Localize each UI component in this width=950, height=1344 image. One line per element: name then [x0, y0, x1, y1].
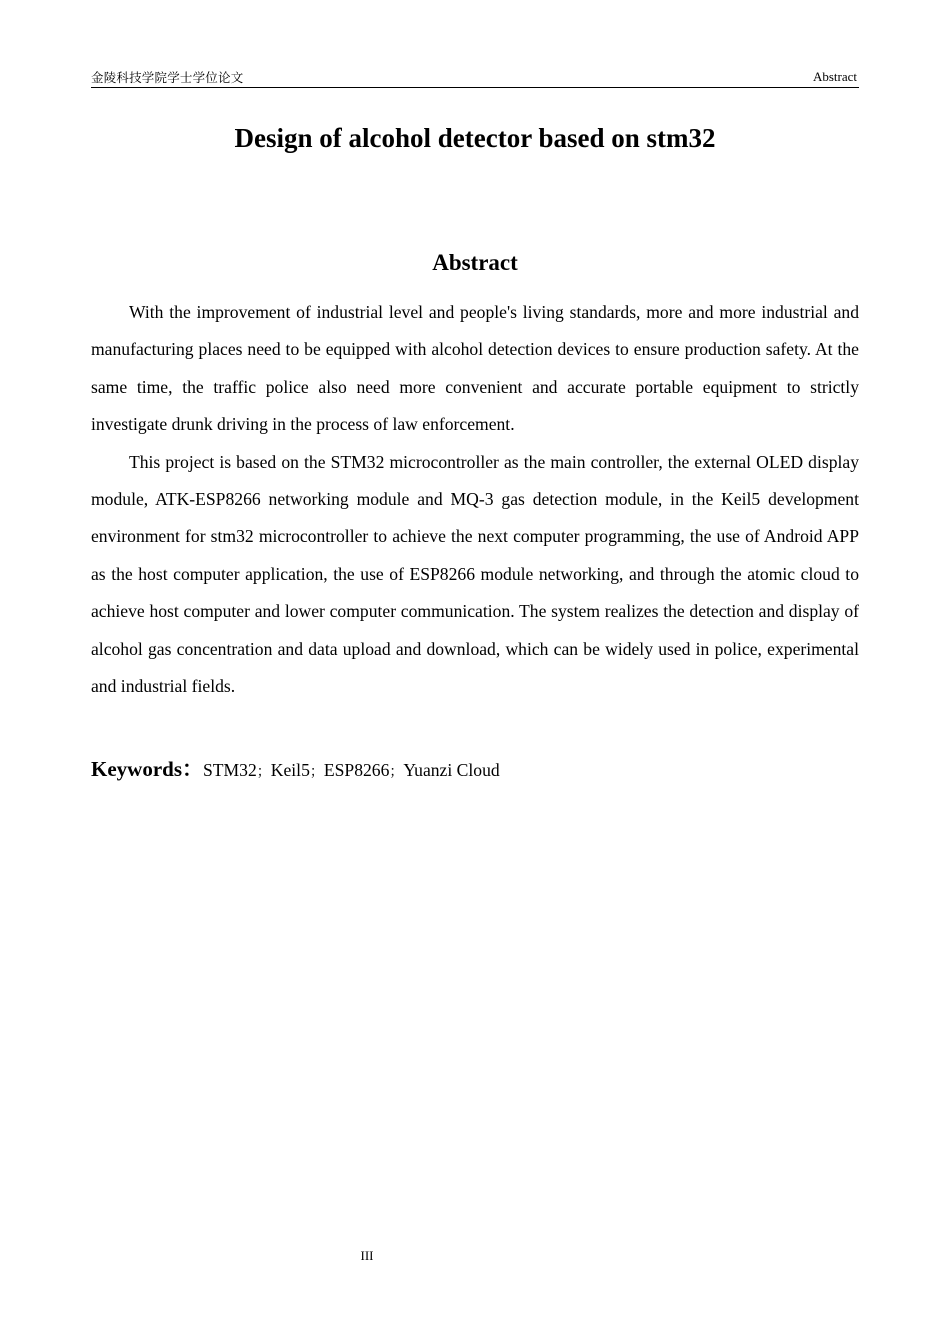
keyword-item: STM32 — [203, 760, 257, 780]
page-number: III — [360, 1248, 374, 1263]
abstract-body — [91, 294, 859, 705]
keyword-item: Keil5 — [270, 760, 310, 780]
keyword-item: Yuanzi Cloud — [403, 760, 500, 780]
header-institution: 金陵科技学院学士学位论文 — [91, 70, 244, 85]
keyword-separator: ； — [389, 764, 404, 780]
keyword-item: ESP8266 — [323, 760, 390, 780]
running-header — [91, 66, 859, 88]
keyword-separator: ； — [256, 764, 271, 780]
abstract-paragraph-2: This project is based on the STM32 microcontroller as the main controller, the external OLED display module, ATK-ESP8266 networking module and MQ-3 gas detection module, in the Keil5 development environment for stm32 microcontroller to achieve the next computer programming, the use of Android APP as the host computer application, the use of ESP8266 module networking, and through the atomic cloud to achieve host computer and lower computer communication. The system realizes the detection and display of alcohol gas concentration and data upload and download, which can be widely used in police, experimental and industrial fields. — [91, 451, 859, 697]
keywords-line — [91, 753, 859, 788]
keyword-separator: ； — [309, 764, 324, 780]
keywords-label: Keywords： — [91, 757, 203, 781]
abstract-paragraph-1: With the improvement of industrial level and people's living standards, more and more industrial and manufacturing places need to be equipped with alcohol detection devices to ensure production safety. At the same time, the traffic police also need more convenient and accurate portable equipment to strictly investigate drunk driving in the process of law enforcement. — [91, 302, 859, 435]
abstract-heading: Abstract — [432, 250, 518, 275]
thesis-title: Design of alcohol detector based on stm32 — [234, 123, 716, 153]
header-section: Abstract — [812, 69, 857, 84]
